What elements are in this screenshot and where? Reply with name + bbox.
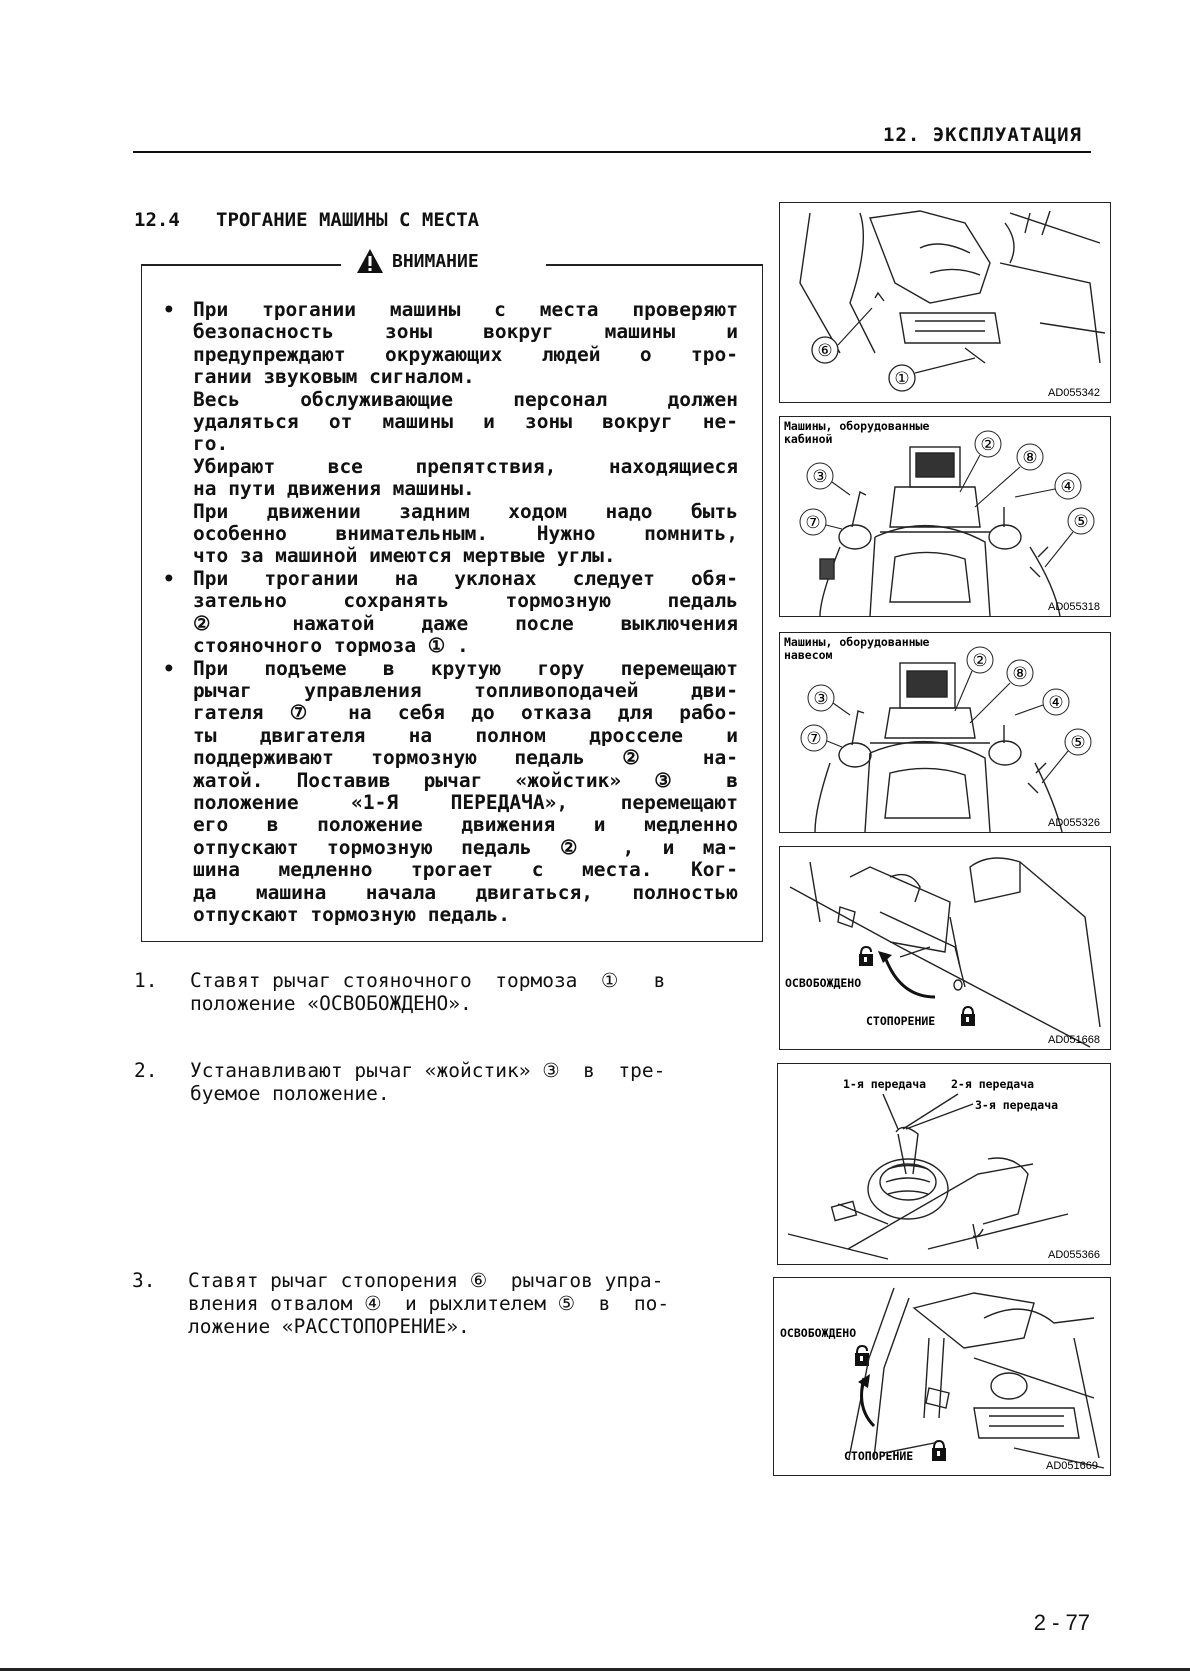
warning-line-text: гании звуковым сигналом. bbox=[193, 365, 475, 389]
release-label: ОСВОБОЖДЕНО bbox=[780, 1326, 857, 1340]
callout-label: ⑤ bbox=[1070, 733, 1086, 753]
warning-line bbox=[163, 456, 738, 478]
warning-title: ВНИМАНИЕ bbox=[392, 250, 479, 272]
warning-line bbox=[163, 344, 738, 366]
warning-line-text: удаляться от машины и зоны вокруг не- bbox=[193, 410, 738, 434]
callout-label: ⑥ bbox=[817, 341, 833, 361]
warning-heading bbox=[356, 248, 479, 274]
figure-code: AD051669 bbox=[1046, 1460, 1098, 1472]
callout-label: ③ bbox=[813, 689, 829, 709]
callout-label: ② bbox=[972, 651, 988, 671]
warning-line-text: что за машиной имеются мертвые углы. bbox=[193, 544, 616, 568]
warning-line bbox=[163, 411, 738, 433]
figure-code: AD055366 bbox=[1048, 1249, 1100, 1261]
warning-line-text: на пути движения машины. bbox=[193, 477, 475, 501]
figure-code: AD055326 bbox=[1048, 817, 1100, 829]
warning-line-text: отпускают тормозную педаль. bbox=[193, 902, 510, 926]
warning-line-text: особенно внимательным. Нужно помнить, bbox=[193, 522, 738, 546]
warning-line-text: да машина начала двигаться, полностью bbox=[193, 880, 738, 904]
warning-line bbox=[163, 545, 738, 567]
warning-line-text: При трогании машины с места проверяют bbox=[193, 298, 738, 321]
warning-line bbox=[163, 814, 738, 836]
warning-line-text: положение «1-Я ПЕРЕДАЧА», перемещают bbox=[193, 790, 738, 814]
step-3 bbox=[132, 1270, 772, 1342]
section-heading bbox=[134, 209, 479, 231]
callout-label: ④ bbox=[1048, 693, 1064, 713]
warning-line-text: го. bbox=[193, 432, 229, 456]
figure-lock-lever bbox=[773, 1277, 1111, 1476]
callout-label: ⑧ bbox=[1022, 448, 1038, 468]
bullet-icon: • bbox=[163, 566, 175, 590]
warning-line-text: его в положение движения и медленно bbox=[193, 813, 738, 837]
warning-line-text: зательно сохранять тормозную педаль bbox=[193, 589, 738, 613]
canopy-controls-illustration bbox=[780, 633, 1110, 832]
gear-label: 1-я передача bbox=[843, 1077, 927, 1091]
step-text-line: вления отвалом ④ и рыхлителем ⑤ в по- bbox=[188, 1292, 670, 1315]
warning-line-text: ② нажатой даже после выключения bbox=[193, 611, 738, 635]
cab-lever-illustration bbox=[780, 203, 1110, 402]
header-rule bbox=[133, 151, 1091, 153]
warning-line bbox=[163, 882, 738, 904]
warning-line-text: При подъеме в крутую гору перемещают bbox=[193, 656, 738, 680]
warning-line bbox=[163, 389, 738, 411]
warning-text bbox=[163, 299, 738, 926]
warning-line bbox=[163, 792, 738, 814]
warning-line bbox=[163, 478, 738, 500]
warning-line bbox=[163, 837, 738, 859]
warning-line-text: стояночного тормоза ① . bbox=[193, 634, 469, 658]
warning-line-text: отпускают тормозную педаль ② , и ма- bbox=[193, 835, 738, 859]
warning-line bbox=[163, 568, 738, 590]
callout-label: ② bbox=[980, 435, 996, 455]
unlock-icon bbox=[855, 1346, 869, 1366]
warning-line-text: безопасность зоны вокруг машины и bbox=[193, 320, 738, 344]
step-2 bbox=[134, 1060, 774, 1110]
bullet-icon: • bbox=[163, 656, 175, 680]
figure-cab-lever bbox=[779, 202, 1111, 403]
callout-label: ① bbox=[894, 369, 910, 389]
figure-canopy-controls bbox=[779, 632, 1111, 833]
step-1 bbox=[134, 970, 774, 1020]
warning-line bbox=[163, 680, 738, 702]
figure-code: AD055342 bbox=[1048, 387, 1100, 399]
chapter-header: 12. ЭКСПЛУАТАЦИЯ bbox=[882, 124, 1082, 146]
step-number: 1. bbox=[134, 969, 158, 992]
warning-line bbox=[163, 523, 738, 545]
step-text-line: Ставят рычаг стояночного тормоза ① в bbox=[190, 969, 666, 992]
gear-label: 3-я передача bbox=[975, 1098, 1059, 1112]
warning-line bbox=[163, 702, 738, 724]
section-number: 12.4 bbox=[134, 209, 180, 231]
warning-line bbox=[163, 904, 738, 926]
step-number: 2. bbox=[134, 1059, 158, 1082]
warning-line bbox=[163, 501, 738, 523]
lock-icon bbox=[932, 1441, 946, 1461]
figure-cab-controls bbox=[779, 416, 1111, 617]
warning-line-text: шина медленно трогает с места. Ког- bbox=[193, 858, 738, 882]
warning-line-text: При движении задним ходом надо быть bbox=[193, 499, 738, 523]
step-text-line: буемое положение. bbox=[190, 1082, 390, 1105]
warning-line bbox=[163, 859, 738, 881]
step-text-line: Устанавливают рычаг «жойстик» ③ в тре- bbox=[190, 1059, 666, 1082]
figure-caption: Машины, оборудованные bbox=[784, 419, 930, 433]
step-text-line: Ставят рычаг стопорения ⑥ рычагов упра- bbox=[188, 1269, 664, 1292]
bullet-icon: • bbox=[163, 298, 175, 321]
warning-line-text: Весь обслуживающие персонал должен bbox=[193, 387, 738, 411]
callout-label: ⑧ bbox=[1012, 664, 1028, 684]
figure-joystick-gears bbox=[777, 1063, 1111, 1265]
figure-code: AD051668 bbox=[1048, 1034, 1100, 1046]
step-number: 3. bbox=[132, 1269, 156, 1292]
warning-line bbox=[163, 433, 738, 455]
warning-line-text: жатой. Поставив рычаг «жойстик» ③ в bbox=[193, 768, 738, 792]
lock-label: СТОПОРЕНИЕ bbox=[844, 1449, 914, 1463]
warning-line-text: гателя ⑦ на себя до отказа для рабо- bbox=[193, 701, 738, 725]
page-number: 2 - 77 bbox=[1033, 1610, 1090, 1635]
figure-code: AD055318 bbox=[1048, 601, 1100, 613]
callout-label: ③ bbox=[812, 467, 828, 487]
warning-line-text: поддерживают тормозную педаль ② на- bbox=[193, 746, 738, 770]
lock-label: СТОПОРЕНИЕ bbox=[866, 1014, 936, 1028]
callout-label: ⑦ bbox=[806, 729, 822, 749]
warning-line-text: ты двигателя на полном дросселе и bbox=[193, 723, 738, 747]
gear-label: 2-я передача bbox=[951, 1077, 1035, 1091]
warning-triangle-icon bbox=[356, 248, 384, 274]
warning-line-text: предупреждают окружающих людей о тро- bbox=[193, 342, 738, 366]
direction-arrow bbox=[885, 957, 935, 997]
section-title: ТРОГАНИЕ МАШИНЫ С МЕСТА bbox=[216, 209, 480, 231]
lock-icon bbox=[961, 1007, 975, 1026]
warning-line bbox=[163, 366, 738, 388]
bottom-rule bbox=[0, 1668, 1190, 1671]
figure-parking-brake bbox=[779, 846, 1111, 1050]
parking-brake-illustration bbox=[780, 847, 1110, 1049]
step-text-line: ложение «РАССТОПОРЕНИЕ». bbox=[188, 1315, 470, 1338]
warning-line bbox=[163, 747, 738, 769]
callout-label: ⑦ bbox=[805, 513, 821, 533]
release-label: ОСВОБОЖДЕНО bbox=[785, 976, 862, 990]
figure-caption: навесом bbox=[784, 648, 833, 662]
step-text-line: положение «ОСВОБОЖДЕНО». bbox=[190, 992, 472, 1015]
callout-label: ⑤ bbox=[1073, 512, 1089, 532]
warning-line bbox=[163, 770, 738, 792]
unlock-icon bbox=[859, 947, 873, 966]
warning-line bbox=[163, 725, 738, 747]
warning-line-text: рычаг управления топливоподачей дви- bbox=[193, 678, 738, 702]
lock-lever-illustration bbox=[774, 1278, 1110, 1475]
joystick-gears-illustration bbox=[778, 1064, 1110, 1264]
callout-label: ④ bbox=[1060, 477, 1076, 497]
figure-caption: Машины, оборудованные bbox=[784, 635, 930, 649]
figure-caption: кабиной bbox=[784, 432, 833, 446]
warning-line bbox=[163, 613, 738, 635]
warning-line bbox=[163, 321, 738, 343]
warning-line bbox=[163, 590, 738, 612]
warning-line bbox=[163, 635, 738, 657]
cab-controls-illustration bbox=[780, 417, 1110, 616]
warning-line-text: Убирают все препятствия, находящиеся bbox=[193, 454, 738, 478]
warning-line bbox=[163, 299, 738, 321]
warning-line-text: При трогании на уклонах следует обя- bbox=[193, 566, 738, 590]
warning-line bbox=[163, 658, 738, 680]
